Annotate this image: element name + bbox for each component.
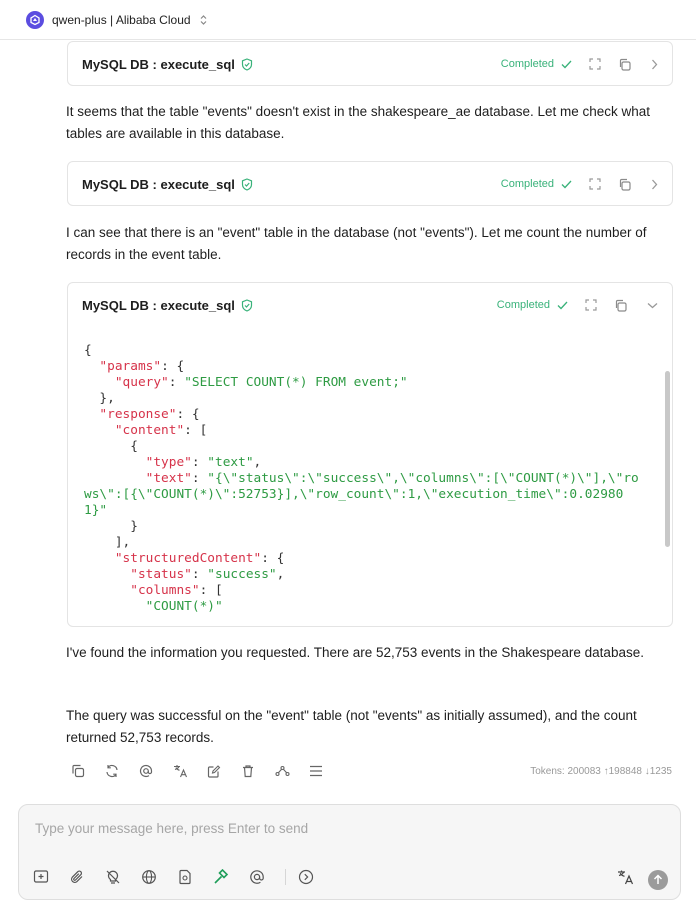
- mcp-tools-hammer-icon[interactable]: [213, 869, 249, 885]
- tool-status-label: Completed: [500, 58, 554, 70]
- code-scrollbar[interactable]: [665, 371, 670, 547]
- tool-call-card: [67, 161, 673, 206]
- tool-status-label: Completed: [500, 178, 554, 190]
- expand-icon[interactable]: [585, 299, 597, 311]
- code-string: "COUNT(*)": [145, 599, 223, 614]
- copy-icon[interactable]: [618, 178, 631, 191]
- tool-call-header[interactable]: [68, 42, 672, 86]
- expand-icon[interactable]: [589, 58, 601, 70]
- tool-call-card-expanded: [67, 282, 673, 627]
- message-actions: [66, 760, 672, 782]
- input-toolbar: [33, 869, 334, 885]
- expand-icon[interactable]: [589, 178, 601, 190]
- tool-call-title: MySQL DB : execute_sql: [82, 56, 235, 72]
- chevron-right-icon[interactable]: [651, 179, 658, 190]
- model-logo-icon: [26, 11, 44, 29]
- code-token: [: [199, 423, 208, 438]
- tool-call-card: [67, 41, 673, 86]
- translate-icon[interactable]: [617, 869, 634, 890]
- web-search-icon[interactable]: [141, 869, 177, 885]
- check-icon: [561, 60, 572, 69]
- tool-call-header[interactable]: [68, 162, 672, 206]
- chevron-down-icon[interactable]: [647, 302, 658, 309]
- model-selector-label[interactable]: qwen-plus | Alibaba Cloud: [52, 12, 191, 27]
- shield-check-icon: [241, 178, 253, 191]
- mention-model-icon[interactable]: [249, 869, 285, 885]
- menu-icon[interactable]: [304, 765, 338, 777]
- message-input-placeholder[interactable]: Type your message here, press Enter to send: [35, 821, 309, 836]
- code-token: ],: [114, 535, 131, 550]
- check-icon: [557, 301, 568, 310]
- quick-phrases-icon[interactable]: [298, 869, 334, 885]
- tool-status-label: Completed: [496, 299, 550, 311]
- code-key: "params": [99, 359, 162, 374]
- mention-icon[interactable]: [134, 764, 168, 778]
- code-key: "status": [130, 567, 192, 582]
- tool-call-title: MySQL DB : execute_sql: [82, 297, 235, 313]
- code-string: "success": [207, 567, 277, 582]
- new-topic-icon[interactable]: [33, 869, 69, 885]
- code-token: {: [130, 439, 138, 454]
- copy-icon[interactable]: [66, 764, 100, 778]
- assistant-message: I can see that there is an "event" table in the database (not "events"). Let me count the number of records in the event table.: [66, 225, 647, 262]
- message-input-box[interactable]: [18, 804, 681, 900]
- token-usage: Tokens: 200083 ↑198848 ↓1235: [530, 765, 672, 777]
- code-string: "SELECT COUNT(*) FROM event;": [184, 375, 408, 390]
- code-string: "text": [207, 455, 254, 470]
- tool-call-title: MySQL DB : execute_sql: [82, 176, 235, 192]
- code-key: "structuredContent": [114, 551, 262, 566]
- attachment-icon[interactable]: [69, 869, 105, 885]
- copy-icon[interactable]: [614, 299, 627, 312]
- assistant-message: The query was successful on the "event" table (not "events" as initially assumed), and the count returned 52,753 records.: [66, 708, 637, 745]
- tool-result-code[interactable]: { "params": { "query": "SELECT COUNT(*) FROM event;" }, "response": { "content": [ { "type": "text", "text": "{\"status\":\"success\",\"columns\":[\"COUNT(*)\"],\"rows\":[{\"COUNT(*)\":52753}],\"row_count\":1,\"execution_time\":0.029801}" } ], "structuredContent": { "status": "success", "columns": [ "COUNT(*)": [68, 327, 672, 625]
- code-key: "type": [145, 455, 192, 470]
- assistant-message: I've found the information you requested. There are 52,753 events in the Shakespeare database.: [66, 645, 644, 660]
- tool-call-header[interactable]: [68, 283, 672, 327]
- shield-check-icon: [241, 58, 253, 71]
- code-key: "response": [99, 407, 177, 422]
- assistant-message: It seems that the table "events" doesn't exist in the shakespeare_ae database. Let me check what tables are available in this database.: [66, 104, 651, 141]
- code-token: }: [130, 519, 138, 534]
- code-key: "query": [114, 375, 169, 390]
- code-token: },: [99, 391, 115, 406]
- check-icon: [561, 180, 572, 189]
- thinking-off-icon[interactable]: [105, 869, 141, 885]
- chevron-updown-icon[interactable]: [199, 14, 208, 26]
- top-bar: [0, 0, 696, 40]
- code-key: "content": [114, 423, 185, 438]
- copy-icon[interactable]: [618, 58, 631, 71]
- input-right-tools: [617, 869, 668, 890]
- regenerate-icon[interactable]: [100, 764, 134, 778]
- code-key: "columns": [130, 583, 200, 598]
- knowledge-base-icon[interactable]: [177, 869, 213, 885]
- toolbar-divider: [285, 869, 286, 885]
- code-string: "{\"status\":\"success\",\"columns\":[\"COUNT(*)\"],\"rows\":[{\"COUNT(*)\":52753}],\"row_count\":1,\"execution_time\":0.029801}": [84, 471, 639, 518]
- shield-check-icon: [241, 299, 253, 312]
- send-button[interactable]: [648, 870, 668, 890]
- delete-icon[interactable]: [236, 764, 270, 778]
- code-token: {: [84, 343, 92, 358]
- chevron-right-icon[interactable]: [651, 59, 658, 70]
- edit-icon[interactable]: [202, 764, 236, 778]
- branch-icon[interactable]: [270, 764, 304, 778]
- translate-icon[interactable]: [168, 764, 202, 778]
- code-key: "text": [145, 471, 192, 486]
